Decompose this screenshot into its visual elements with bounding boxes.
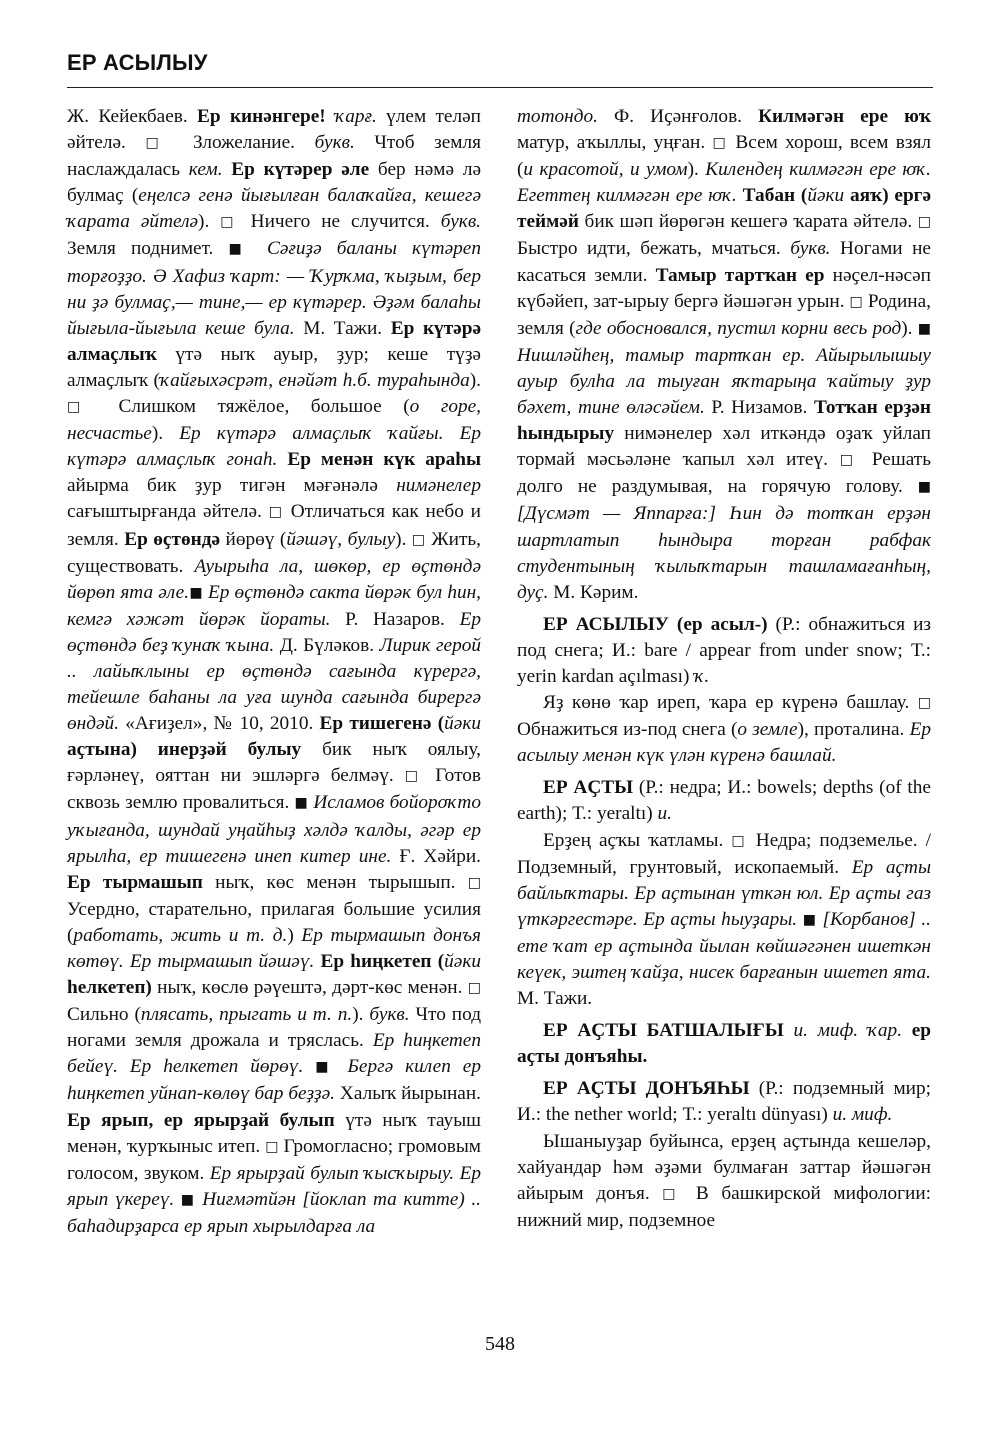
text: Ногами не касаться земли. xyxy=(517,238,931,286)
text: ). xyxy=(352,1004,370,1026)
headword: Килмәгән ере юҡ xyxy=(758,106,931,127)
headword: ЕР АСЫЛЫУ (ер асыл-) xyxy=(543,613,768,635)
text: бик шәп йөрөгән кешегә ҡарата әйтелә. xyxy=(578,211,918,233)
text: айырма бик ҙур тигән мәғәнәлә xyxy=(67,475,397,497)
text: М. Тажи. xyxy=(294,317,391,339)
italic-text: ҡарғ. xyxy=(325,106,377,127)
text: ). xyxy=(901,317,918,339)
italic-text: Ер өҫтөндә сакта йөрәк бул һин, кемгә хәжәт йөрәк йораты. xyxy=(67,581,482,630)
entry-er-asylyu xyxy=(517,612,931,690)
headword: Ер тишегенә ( xyxy=(319,713,445,735)
italic-text: Ниғмәтйән [йоклап та китте) .. баһадирҙарса ер ярып хырылдарға ла xyxy=(67,1188,481,1237)
text: ). xyxy=(469,369,482,391)
open-square-icon: □ xyxy=(67,399,97,416)
page-number: 548 xyxy=(485,1333,515,1355)
italic-text: Ер асылыу менән күк үлән күренә башлай. xyxy=(517,719,931,767)
text: Недра; подземелье. / Подземный, грунтовый, ископаемый. xyxy=(517,829,931,878)
italic-text: Килендең килмәгән ере юҡ. Егеттең килмәгән ере юҡ. xyxy=(517,159,931,207)
headword: Ер өҫтөндә xyxy=(124,528,221,550)
text: (Р.: подземный мир; И.: the nether world; Т.: yeraltı dünyası) xyxy=(517,1078,931,1126)
open-square-icon: □ xyxy=(917,214,931,231)
text: М. Кәрим. xyxy=(548,581,639,603)
text: Ф. Иҫәнғолов. xyxy=(597,106,759,127)
italic-text: [Корбанов] .. ете ҡат ер аҫтында йылан көйшәгәнен ишеткән кеүек, эштең ҡайҙа, нисек барғанын ишетеп ята. xyxy=(517,908,931,983)
entry-er-asty-batshalygy xyxy=(517,1018,931,1070)
text: «Ағиҙел», № 10, 2010. xyxy=(118,713,320,735)
italic-text: нимәнелер xyxy=(396,475,481,497)
text: бик ныҡ оялыу, ғәрләнеү, ояттан ни эшләргә белмәү. xyxy=(67,739,481,787)
text xyxy=(797,909,803,930)
open-square-icon: □ xyxy=(731,832,748,849)
text xyxy=(303,1056,315,1077)
italic-text: и. миф. xyxy=(832,1104,893,1126)
text: матур, аҡыллы, уңған. xyxy=(517,132,713,154)
headword: Ер һиңкетеп ( xyxy=(320,951,445,972)
text: ). xyxy=(395,528,412,550)
italic-text: йәки xyxy=(444,713,481,735)
text: Ерҙең аҫҡы ҡатламы. xyxy=(543,829,732,851)
headword: Ер менән күк араһы xyxy=(287,449,482,471)
italic-text: йәки xyxy=(444,951,481,972)
headword: Ер тырмашып xyxy=(67,871,203,893)
left-column xyxy=(67,104,481,1240)
open-square-icon: □ xyxy=(467,874,481,891)
italic-text: Ер һиңкетеп бейеү. Ер һелкетеп йөрөү. xyxy=(67,1030,481,1078)
text: Отличаться как небо и земля. xyxy=(67,501,481,550)
text: үлем теләп әйтелә. xyxy=(67,106,481,154)
text: нимәнелер хәл иткәндә оҙаҡ уйлап тормай мәсьәләне ҡапыл хәл итеү. xyxy=(517,423,931,471)
open-square-icon: □ xyxy=(265,1138,279,1155)
text: ). xyxy=(151,423,180,445)
text: Ж. Кейекбаев. xyxy=(67,106,198,127)
italic-text: букв. xyxy=(369,1004,410,1026)
italic-text: Сәғиҙә баланы күтәреп торғоҙҙо. Ә Хафиз ҡарт: — Ҡурҡма, ҡыҙым, бер ни ҙә булмаҫ,— тине,— ер күтәрер. Әҙәм балаһы йығыла-йығыла кеше була. xyxy=(67,238,481,339)
italic-text: Бергә килеп ер һиңкетеп уйнап-көлөү бар беҙҙә. xyxy=(67,1056,481,1105)
text: ныҡ, көслө рәүештә, дәрт-көс менән. xyxy=(151,977,468,999)
text: Всем хорош, всем взял ( xyxy=(517,132,931,181)
italic-text: работать, жить и т. д. xyxy=(73,924,288,946)
italic-text: йәки xyxy=(807,185,845,207)
italic-text: [Дүсмәт — Яппарға:] Һин дә тотҡан ерҙән шартлатып һындыра торған рабфак студентының ҡылыҡтарын ташламағанһың, дуҫ. xyxy=(517,503,931,603)
text: Ничего не случится. xyxy=(239,211,441,233)
italic-text: тотондо. xyxy=(517,106,598,127)
italic-text: где обосновался, пустил корни весь род xyxy=(575,317,902,339)
italic-text: и. миф. ҡар. xyxy=(783,1020,903,1042)
headword: аяҡ) ергә теймәй xyxy=(517,185,932,233)
open-square-icon: □ xyxy=(662,1185,684,1202)
text: Земля поднимет. xyxy=(67,238,229,260)
filled-square-icon: ■ xyxy=(315,1059,336,1076)
text: (Р.: обнажиться из под снега; И.: bare / appear from under snow; Т.: yerin kardan açılması) xyxy=(517,613,931,687)
open-square-icon: □ xyxy=(268,504,284,521)
italic-text: йәшәү, булыу xyxy=(286,528,396,550)
italic-text: о горе, несчастье xyxy=(67,396,481,445)
italic-text: Лирик герой .. лайыҡлыны ер өҫтөндә сағында күрергә, тейешле баһаны ла уға шунда сағында бирергә өндәй. xyxy=(67,634,482,735)
text: Яҙ көнө ҡар иреп, ҡара ер күренә башлау. xyxy=(543,692,918,714)
entry-er-asty xyxy=(517,775,931,827)
italic-text: букв. xyxy=(314,132,355,154)
text: Ышаныуҙар буйынса, ерҙең аҫтында кешеләр, хайуандар һәм әҙәми булмаған заттар йәшәгән айырым донъя. xyxy=(517,1130,931,1204)
text: Слишком тяжёлое, большое ( xyxy=(96,396,410,418)
text: үтә ныҡ ауыр, ҙур; кеше түҙә алмаҫлыҡ ( xyxy=(67,343,481,391)
italic-text: и. xyxy=(657,803,672,825)
filled-square-icon: ■ xyxy=(917,479,931,496)
text: В башкирской мифологии: нижний мир, подземное xyxy=(517,1182,931,1231)
italic-text: букв. xyxy=(790,238,831,260)
text xyxy=(174,1189,181,1210)
headword: ер аҫты донъяһы. xyxy=(517,1020,931,1068)
text: Обнажиться из-под снега ( xyxy=(517,719,738,741)
text: Чтоб земля наслаждалась xyxy=(67,132,481,181)
text: үтә ныҡ тауыш менән, ҡурҡыныс итеп. xyxy=(67,1109,481,1157)
open-square-icon: □ xyxy=(467,980,481,997)
text: Ғ. Хәйри. xyxy=(391,845,481,867)
text: ). xyxy=(198,211,221,233)
italic-text: букв. xyxy=(440,211,482,233)
text: Зложелание. xyxy=(173,132,315,154)
open-square-icon: □ xyxy=(411,531,426,548)
italic-text: ҡайғыхәсрәт, енәйәт һ.б. тураһында xyxy=(159,369,470,391)
text: Д. Бүләков. xyxy=(274,634,380,656)
headword: Ер күтәрә алмаҫлыҡ xyxy=(67,317,481,365)
headword: Ер кинәнгере! xyxy=(197,106,326,127)
italic-text: и красотой, и умом xyxy=(523,159,688,181)
headword: Табан ( xyxy=(742,185,808,207)
text: Громогласно; громовым голосом, звуком. xyxy=(67,1135,481,1184)
italic-text: еңелсә генә йығылған балаҡайға, кешегә ҡарата әйтелә xyxy=(67,185,481,233)
italic-text: плясать, прыгать и т. п. xyxy=(140,1004,353,1026)
text: Халыҡ йырынан. xyxy=(335,1083,481,1105)
text: ) xyxy=(287,924,302,946)
open-square-icon: □ xyxy=(220,214,240,231)
headword: Ер ярып, ер ярырҙай булып xyxy=(67,1109,335,1131)
italic-text: Ер күтәрә алмаҫлыҡ ҡайғы. Ер күтәрә алмаҫлыҡ гонаһ. xyxy=(67,423,481,471)
italic-text: Ер тырмашып донъя көтөү. Ер тырмашып йәшәү. xyxy=(67,924,481,972)
italic-text: Ауырыһа ла, шөкөр, ер өҫтөндә йөрөп ята әле. xyxy=(67,555,481,603)
entry-er-asty-donyahy-definition xyxy=(517,1129,931,1234)
headword: аҫтына) инерҙәй булыу xyxy=(67,739,302,761)
text: Быстро идти, бежать, мчаться. xyxy=(517,238,791,260)
headword: Тотҡан ерҙән һындырыу xyxy=(517,397,931,445)
filled-square-icon: ■ xyxy=(802,911,817,928)
open-square-icon: □ xyxy=(145,135,174,152)
text: бер нәмә лә булмаҫ ( xyxy=(67,159,482,207)
open-square-icon: □ xyxy=(404,768,425,785)
text: нәҫел-нәсәп күбәйеп, зат-ырыу бергә йәшәгән урын. xyxy=(517,264,931,312)
entry-er-asty-donyahy xyxy=(517,1076,931,1128)
entry-er-asty-definition xyxy=(517,828,931,1013)
text: ), проталина. xyxy=(797,719,910,741)
filled-square-icon: ■ xyxy=(180,1191,196,1208)
italic-text: Исламов бойороҡто уҡығанда, шундай уңайһыҙ хәлдә ҡалды, әгәр ер ярылһа, ер тишегенә инеп китер ине. xyxy=(67,792,481,867)
text: ). xyxy=(687,159,706,181)
filled-square-icon: ■ xyxy=(189,584,203,601)
header-rule xyxy=(67,87,933,88)
italic-text: кем. xyxy=(188,159,223,181)
text: Решать долго не раздумывая, на горячую голову. xyxy=(517,449,931,498)
text: М. Тажи. xyxy=(517,988,593,1010)
text: Родина, земля ( xyxy=(517,290,931,339)
filled-square-icon: ■ xyxy=(917,320,931,337)
right-paragraph-continuation xyxy=(517,104,931,606)
text xyxy=(223,159,232,180)
right-column xyxy=(517,104,931,1234)
text: Усердно, старательно, прилагая большие усилия ( xyxy=(67,898,481,946)
text: Р. Назаров. xyxy=(330,608,460,630)
open-square-icon: □ xyxy=(839,452,861,469)
entry-er-asylyu-definition xyxy=(517,690,931,769)
text: Что под ногами земля дрожала и тряслась. xyxy=(67,1004,482,1052)
italic-text: Ер аҫты байлыҡтары. Ер аҫтынан үткән юл. Ер аҫты газ үткәргестәре. Ер аҫты һыуҙары. xyxy=(517,856,931,930)
italic-text: о земле xyxy=(737,719,798,741)
italic-text: ҡ. xyxy=(694,665,710,687)
text: Сильно ( xyxy=(67,1004,141,1026)
text: (Р.: недра; И.: bowels; depths (of the earth); Т.: yeraltı) xyxy=(517,777,931,825)
open-square-icon: □ xyxy=(849,293,863,310)
headword: Ер күтәрер әле xyxy=(231,159,370,181)
text: Р. Низамов. xyxy=(704,397,814,419)
filled-square-icon: ■ xyxy=(228,241,252,258)
text: ныҡ, көс менән тырышып. xyxy=(202,871,468,893)
running-header: ЕР АСЫЛЫУ xyxy=(67,50,208,75)
headword: ЕР АҪТЫ ДОНЪЯҺЫ xyxy=(543,1078,750,1100)
headword: һелкетеп) xyxy=(67,977,152,999)
open-square-icon: □ xyxy=(917,695,931,712)
left-paragraph xyxy=(67,104,481,1240)
headword: ЕР АҪТЫ xyxy=(543,777,634,799)
italic-text: Ер ярырҙай булып ҡысҡырыу. Ер ярып үкереү. xyxy=(67,1162,482,1210)
text: Жить, существовать. xyxy=(67,528,481,577)
text: сағыштырғанда әйтелә. xyxy=(67,501,269,523)
headword: ЕР АҪТЫ БАТШАЛЫҒЫ xyxy=(543,1020,784,1042)
headword: Тамыр тартҡан ер xyxy=(655,264,825,286)
open-square-icon: □ xyxy=(712,135,729,152)
text: Готов сквозь землю провалиться. xyxy=(67,765,481,814)
italic-text: Ер өҫтөндә беҙ ҡунаҡ ҡына. xyxy=(67,608,481,656)
italic-text: Нишләйһең, тамыр тартҡан ер. Айырылышыу ауыр булһа ла тыуған яҡтарыңа ҡайтыу ҙур бәхет, тине өләсәйем. xyxy=(517,344,931,419)
filled-square-icon: ■ xyxy=(294,795,309,812)
text: йөрөү ( xyxy=(220,528,287,550)
text xyxy=(277,449,287,470)
